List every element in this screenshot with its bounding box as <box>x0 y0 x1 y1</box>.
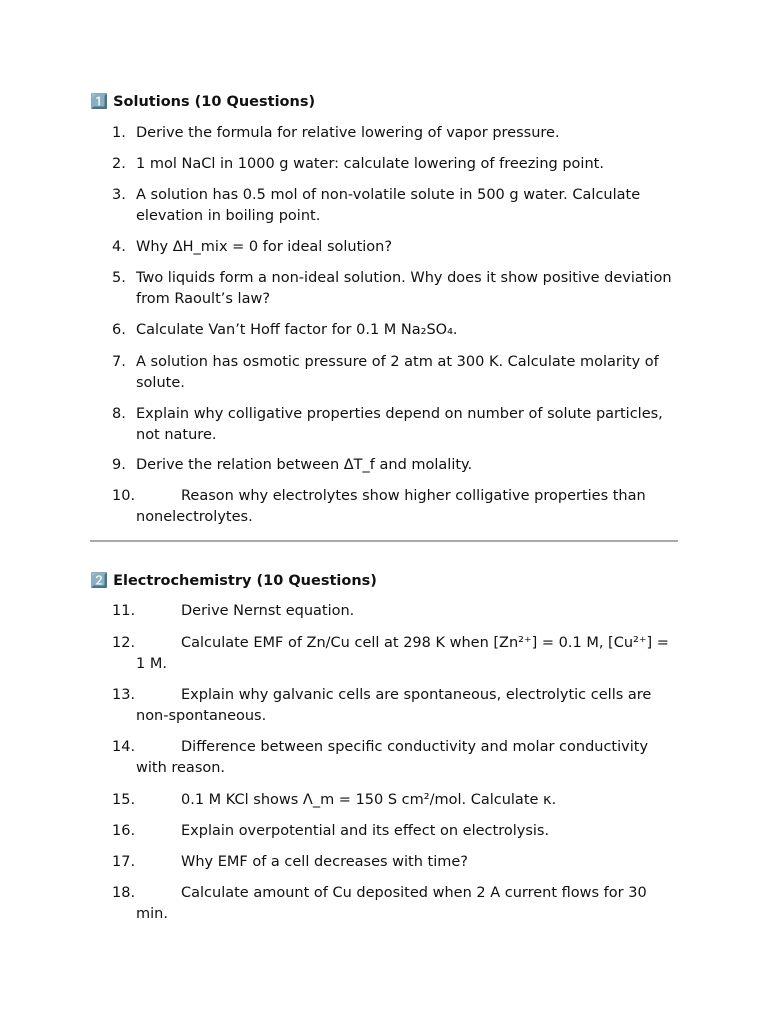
question-text: Derive the formula for relative lowering of vapor pressure. <box>136 125 560 141</box>
question-text: Why EMF of a cell decreases with time? <box>181 854 468 870</box>
question-item <box>112 633 682 675</box>
question-item <box>112 185 682 227</box>
question-item <box>112 154 682 175</box>
question-item <box>112 685 682 727</box>
question-number: 8. <box>112 406 126 422</box>
section-heading-electrochemistry: 2️⃣ Electrochemistry (10 Questions) <box>90 573 377 589</box>
question-text: Calculate EMF of Zn/Cu cell at 298 K when [Zn²⁺] = 0.1 M, [Cu²⁺] = 1 M. <box>136 635 669 672</box>
question-number: 18. <box>112 885 136 901</box>
question-number: 6. <box>112 322 126 338</box>
question-item <box>112 123 682 144</box>
question-item <box>112 237 682 258</box>
question-number: 3. <box>112 187 126 203</box>
question-text: A solution has 0.5 mol of non-volatile solute in 500 g water. Calculate elevation in boiling point. <box>136 187 641 224</box>
section-divider <box>90 540 678 542</box>
question-text: Two liquids form a non-ideal solution. Why does it show positive deviation from Raoult’s law? <box>136 270 672 307</box>
question-number: 14. <box>112 739 136 755</box>
question-text: Difference between specific conductivity and molar conductivity with reason. <box>136 739 649 776</box>
question-item <box>112 852 682 873</box>
question-text: Reason why electrolytes show higher colligative properties than nonelectrolytes. <box>136 488 646 525</box>
question-item <box>112 404 682 446</box>
question-number: 1. <box>112 125 126 141</box>
question-text: Explain overpotential and its effect on electrolysis. <box>181 823 550 839</box>
question-number: 10. <box>112 488 136 504</box>
question-number: 17. <box>112 854 136 870</box>
question-number: 4. <box>112 239 126 255</box>
question-item <box>112 737 682 779</box>
question-number: 2. <box>112 156 126 172</box>
question-text: 0.1 M KCl shows Λ_m = 150 S cm²/mol. Calculate κ. <box>181 792 557 808</box>
question-item <box>112 320 682 341</box>
question-number: 9. <box>112 457 126 473</box>
question-text: Explain why colligative properties depend on number of solute particles, not nature. <box>136 406 663 443</box>
question-item <box>112 268 682 310</box>
question-number: 13. <box>112 687 136 703</box>
question-text: Derive Nernst equation. <box>181 603 355 619</box>
question-item <box>112 601 682 622</box>
question-item <box>112 486 682 528</box>
question-number: 16. <box>112 823 136 839</box>
question-text: Calculate Van’t Hoff factor for 0.1 M Na₂SO₄. <box>136 322 458 338</box>
question-text: A solution has osmotic pressure of 2 atm at 300 K. Calculate molarity of solute. <box>136 354 659 391</box>
question-item <box>112 883 682 925</box>
question-number: 5. <box>112 270 126 286</box>
question-text: Derive the relation between ΔT_f and molality. <box>136 457 473 473</box>
question-text: Calculate amount of Cu deposited when 2 A current flows for 30 min. <box>136 885 647 922</box>
question-item <box>112 455 682 476</box>
question-number: 12. <box>112 635 136 651</box>
question-item <box>112 352 682 394</box>
question-text: Explain why galvanic cells are spontaneous, electrolytic cells are non-spontaneous. <box>136 687 652 724</box>
question-text: Why ΔH_mix = 0 for ideal solution? <box>136 239 393 255</box>
question-text: 1 mol NaCl in 1000 g water: calculate lowering of freezing point. <box>136 156 604 172</box>
question-number: 15. <box>112 792 136 808</box>
question-item <box>112 790 682 811</box>
question-number: 11. <box>112 603 136 619</box>
question-item <box>112 821 682 842</box>
section-heading-solutions: 1️⃣ Solutions (10 Questions) <box>90 94 316 110</box>
question-number: 7. <box>112 354 126 370</box>
